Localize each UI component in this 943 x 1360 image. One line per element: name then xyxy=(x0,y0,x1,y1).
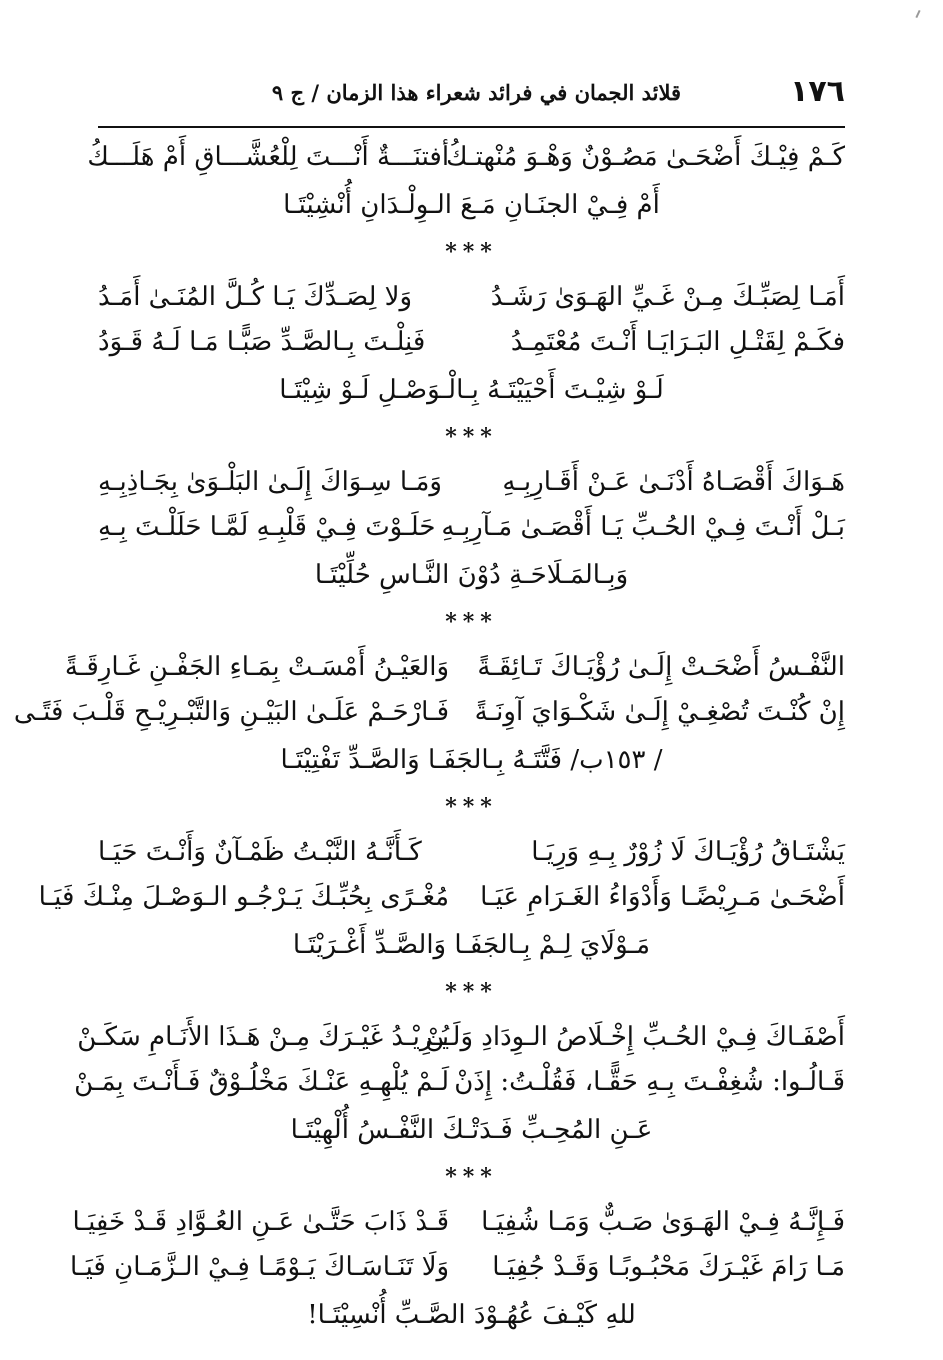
stanza-separator: *** xyxy=(445,424,498,450)
verse-second-hemistich: أفتنَـــةٌ أَنْـــتَ لِلْعُشَّـــاقِ أَمْ هَلَـــكُ xyxy=(87,142,450,172)
stanza-1 xyxy=(87,135,845,230)
stanza-closing-line: عَـنِ المُحِـبِّ فَـدَتْـكَ النَّفْـسُ أُلْهِيْتَـا xyxy=(290,1115,653,1145)
verse xyxy=(98,830,845,875)
verse-second-hemistich: وَلا لِصَـدِّكَ يَـا كُـلَّ المُنَـىٰ أَمَـدُ xyxy=(98,282,413,312)
stanza-3 xyxy=(98,460,845,600)
verse-second-hemistich: فَنِلْـتَ بِـالصَّـدِّ صَبًّـا مَـا لَـهُ قَـوَدُ xyxy=(98,327,426,357)
verse-first-hemistich: مَـا رَامَ غَيْـرَكَ مَحْبُـوبًـا وَقَـدْ جُفِيَـا xyxy=(492,1252,845,1282)
verse-first-hemistich: أَصْفَـاكَ فِـيْ الحُـبِّ إِخْـلَاصُ الـوِدَادِ وَلَـنْ xyxy=(425,1022,845,1052)
verse-first-hemistich: كَـمْ فِيْـكَ أَضْحَـىٰ مَصُـوْنٌ وَهْـوَ مُنْهتـكُ xyxy=(446,142,845,172)
verse-second-hemistich: كَـأَنَّـهُ النَّبْـتُ ظَمْـآنٌ وَأَنْـتَ حَيَـا xyxy=(98,837,422,867)
verse-second-hemistich: قَـدْ ذَابَ حَتَّـىٰ عَـنِ العُـوَّادِ قَـدْ خَفِيَـا xyxy=(72,1207,450,1237)
verse xyxy=(98,275,845,320)
verse-first-hemistich: فكَـمْ لِقَتْـلِ البَـرَايَـا أَنْـتَ مُعْتَمِـدُ xyxy=(510,327,845,357)
verse-second-hemistich: وَمَـا سِـوَاكَ إِلَـىٰ البَلْـوَىٰ بِجَـاذِبِـهِ xyxy=(98,467,442,497)
verse-second-hemistich: يُـرِيْـدُ غَيْـرَكَ مِـنْ هَـذَا الأَنَـامِ سَكَـنْ xyxy=(77,1022,450,1052)
verse-second-hemistich: حَلَـوْتَ فِـيْ قَلْبِـهِ لَمَّـا حَلَلْـتَ بِـهِ xyxy=(98,512,436,542)
stanza-closing-line: مَـوْلَايَ لِـمْ بِـالجَفَـا وَالصَّـدِّ أَغْـرَيْتَـا xyxy=(292,930,651,960)
page-header xyxy=(98,70,845,128)
verse xyxy=(98,505,845,550)
verse-second-hemistich: لَـمْ يُلْهِـهِ عَنْـكَ مَخْلُـوْقٌ فَـأَنْـتَ بِمَـنْ xyxy=(74,1067,450,1097)
stanza-5 xyxy=(38,830,845,970)
scan-mark xyxy=(915,10,920,18)
stanza-separator: *** xyxy=(445,609,498,635)
verse xyxy=(70,1245,845,1290)
stanza-closing-line: أَمْ فِـيْ الجنَـانِ مَـعَ الـوِلْـدَانِ أُنْشِيْتَـا xyxy=(283,190,660,220)
stanza-closing-line: وَبِـالمَـلَاحَـةِ دُوْنَ النَّـاسِ حُلِّيْتَـا xyxy=(314,560,629,590)
stanza-separator: *** xyxy=(445,979,498,1005)
verse-first-hemistich: فَـإِنَّـهُ فِـيْ الهَـوَىٰ صَـبٌّ وَمَـا شُفِيَـا xyxy=(481,1207,845,1237)
stanza-closing-line: / ١٥٣ب/ فَتَّتَـهُ بِـالجَفَـا وَالصَّـدِّ تَفْتِيْتَـا xyxy=(280,745,663,775)
verse xyxy=(64,645,845,690)
stanza-4 xyxy=(13,645,845,785)
stanza-separator: *** xyxy=(445,1164,498,1190)
verse xyxy=(72,1200,845,1245)
verse xyxy=(87,135,845,180)
stanza-2 xyxy=(98,275,845,415)
verse-first-hemistich: بَـلْ أَنْـتَ فِـيْ الحُـبِّ يَـا أَقْصَـىٰ مَـآرِبِـهِ xyxy=(441,512,845,542)
verse-first-hemistich: هَـوَاكَ أَقْصَـاهُ أَدْنَـىٰ عَـنْ أَقَـارِبِـهِ xyxy=(502,467,845,497)
stanza-closing-line: لَـوْ شِيْـتَ أَحْيَيْتَـهُ بِـالْـوَصْـلِ لَـوْ شِيْتَـا xyxy=(279,375,664,405)
verse-second-hemistich: مُغْـرًى بِحُبِّـكَ يَـرْجُـو الـوَصْـلَ مِنْـكَ فَيَـا xyxy=(38,882,450,912)
verse-first-hemistich: أَمَـا لِصَبِّـكَ مِـنْ غَـيِّ الهَـوَىٰ رَشَـدُ xyxy=(490,282,845,312)
verse xyxy=(38,875,845,920)
stanza-7 xyxy=(70,1200,845,1340)
verse-first-hemistich: النَّفْـسُ أَضْحَـتْ إِلَـىٰ رُؤْيَـاكَ تَـائِقَـةً xyxy=(477,652,845,682)
stanza-separator: *** xyxy=(445,239,498,265)
verse-first-hemistich: يَشْتَـاقُ رُؤْيَـاكَ لَا زُوْرٌ بِـهِ وَرِيَـا xyxy=(531,837,845,867)
verse-first-hemistich: إِنْ كُنْـتَ تُصْغِـيْ إِلَـىٰ شَكْـوَايَ آوِنَـةً xyxy=(474,697,845,727)
running-title: قلائد الجمان في فرائد شعراء هذا الزمان / ج ٩ xyxy=(271,80,682,105)
verse-second-hemistich: وَلَا تَنَـاسَـاكَ يَـوْمًـا فِـيْ الـزَّمَـانِ فَيَـا xyxy=(70,1252,450,1282)
verse-second-hemistich: وَالعَيْـنُ أَمْسَـتْ بِمَـاءِ الجَفْـنِ غَـارِقَـةً xyxy=(64,652,450,682)
page-number: ١٧٦ xyxy=(790,74,845,109)
verse xyxy=(74,1060,845,1105)
verse-first-hemistich: أَضْحَـىٰ مَـرِيْضًـا وَأَدْوَاءُ الغَـرَامِ عَيَـا xyxy=(480,882,845,912)
verse xyxy=(98,460,845,505)
stanza-6 xyxy=(74,1015,845,1155)
verse-second-hemistich: فَـارْحَـمْ عَلَـىٰ البَيْـنِ وَالتَّبْـرِيْـحِ قَلْـبَ فَتًـى xyxy=(13,697,450,727)
verse xyxy=(77,1015,845,1060)
stanza-separator: *** xyxy=(445,794,498,820)
verse xyxy=(98,320,845,365)
poem-body xyxy=(13,135,845,1340)
verse xyxy=(13,690,845,735)
verse-first-hemistich: قَـالُـوا: شُغِفْـتَ بِـهِ حَقًّـا، فَقُلْـتُ: إِذَنْ xyxy=(454,1067,845,1097)
stanza-closing-line: للهِ كَيْـفَ عُهُـوْدَ الصَّـبِّ أُنْسِيْتَـا! xyxy=(307,1300,636,1330)
